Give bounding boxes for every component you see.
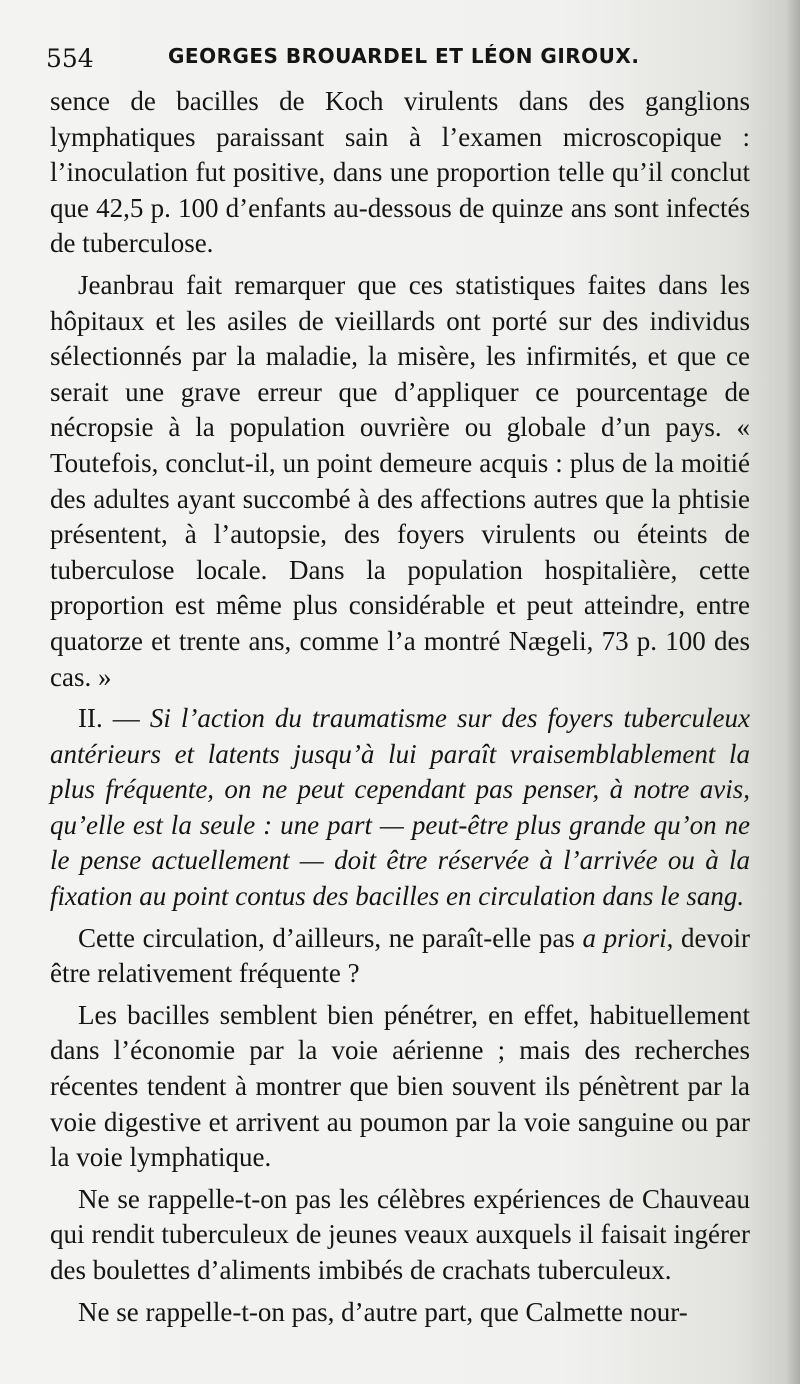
paragraph-jeanbrau: Jeanbrau fait remarquer que ces statistiques faites dans les hôpitaux et les asiles de vieillards ont porté sur des individus sélectionnés par la maladie, la misère, les infirmités, et que ce serait une grave erreur que d’appliquer ce pourcentage de nécropsie à la population ouvrière ou globale d’un pays. « Toutefois, conclut-il, un point demeure acquis : plus de la moitié des adultes ayant succombé à des affections autres que la phtisie présentent, à l’autopsie, des foyers virulents ou éteints de tuberculose locale. Dans la population hospitalière, cette proportion est même plus considérable et peut atteindre, entre quatorze et trente ans, comme l’a montré Nægeli, 73 p. 100 des cas. » [50,269,750,692]
section-ii-italic-text: Si l’action du traumatisme sur des foyers tuberculeux antérieurs et latents jusqu’à lui paraît vraisemblablement la plus fréquente, on ne peut cependant pas penser, à notre avis, qu’elle est la seule : une part — peut-être plus grande qu’on ne le pense actuellement — doit être réservée à l’arrivée ou à la fixation au point contus des bacilles en circulation dans le sang. [50,703,750,912]
paragraph-chauveau: Ne se rappelle-t-on pas les célèbres expériences de Chauveau qui rendit tuberculeux de jeunes veaux auxquels il faisait ingérer des boulettes d’aliments imbibés de crachats tuberculeux. [50,1183,750,1285]
paragraph-calmette: Ne se rappelle-t-on pas, d’autre part, que Calmette nour- [78,1296,688,1327]
page-edge-shadow [786,0,800,1384]
section-numeral: II. — [78,703,150,734]
body-text [50,84,750,1330]
page-header [46,38,766,78]
paragraph-section-ii [50,701,750,915]
page-number: 554 [46,44,94,73]
paragraph-circulation [50,921,750,992]
circulation-italic: a priori [582,922,667,953]
circulation-before: Cette circulation, d’ailleurs, ne paraît-elle pas [78,922,583,953]
circulation-after: , devoir être relativement fréquente ? [50,922,750,989]
paragraph-continuation: sence de bacilles de Koch virulents dans des ganglions lymphatiques paraissant sain à l’examen microscopique : l’inoculation fut positive, dans une proportion telle qu’il conclut que 42,5 p. 100 d’enfants au-dessous de quinze ans sont infectés de tuberculose. [50,86,750,259]
paragraph-bacilles: Les bacilles semblent bien pénétrer, en effet, habituellement dans l’économie par la voie aérienne ; mais des recherches récentes tendent à montrer que bien souvent ils pénètrent par la voie digestive et arrivent au poumon par la voie sanguine ou par la voie lymphatique. [50,999,750,1173]
running-head: GEORGES BROUARDEL ET LÉON GIROUX. [168,44,640,68]
